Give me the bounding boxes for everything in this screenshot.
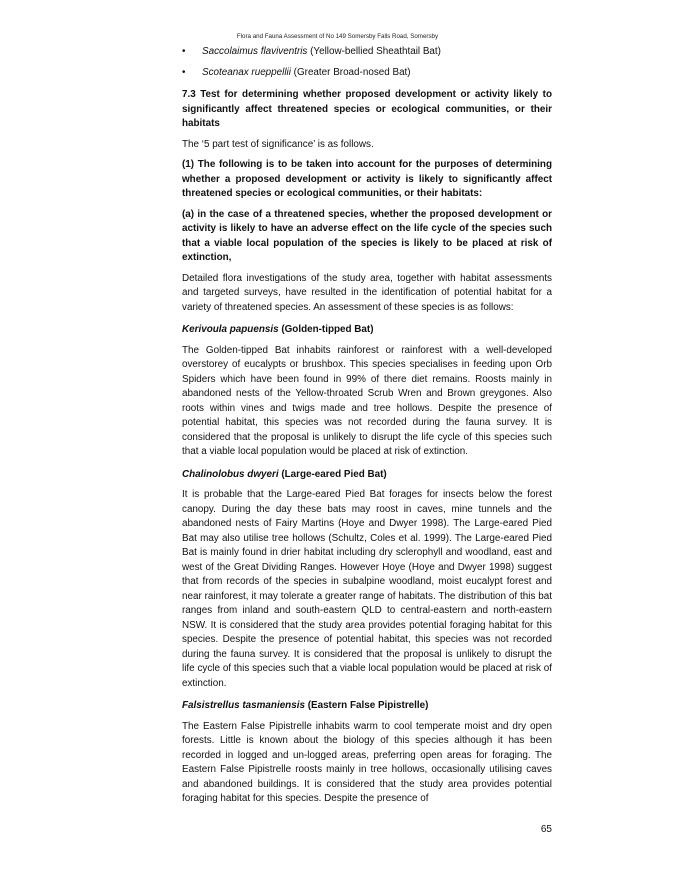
species-common-name: (Golden-tipped Bat) bbox=[278, 324, 374, 335]
page-content bbox=[182, 45, 552, 813]
test-part-1a: (a) in the case of a threatened species, whether the proposed development or activity is likely to have an adverse effect on the life cycle of the species such that a viable local population of the species is likely to be placed at risk of extinction, bbox=[182, 208, 552, 263]
species-scientific-name: Chalinolobus dwyeri bbox=[182, 468, 279, 480]
species-common-name: (Yellow-bellied Sheathtail Bat) bbox=[307, 46, 441, 57]
section-title: 7.3 Test for determining whether proposed development or activity likely to significantly affect threatened species or ecological communities, or their habitats bbox=[182, 89, 552, 129]
bullet-item bbox=[182, 45, 552, 60]
bullet-item bbox=[182, 66, 552, 81]
species-heading bbox=[182, 468, 552, 483]
assessment-summary: Detailed flora investigations of the study area, together with habitat assessments and targeted surveys, have resulted in the identification of potential habitat for a variety of threatened species. An assessment of these species is as follows: bbox=[182, 272, 552, 313]
species-scientific-name: Saccolaimus flaviventris bbox=[202, 46, 308, 57]
species-common-name: (Large-eared Pied Bat) bbox=[278, 468, 387, 480]
species-heading bbox=[182, 323, 552, 338]
species-common-name: (Eastern False Pipistrelle) bbox=[304, 700, 429, 711]
species-common-name: (Greater Broad-nosed Bat) bbox=[290, 66, 411, 78]
species-scientific-name: Falsistrellus tasmaniensis bbox=[182, 700, 305, 711]
species-description: The Eastern False Pipistrelle inhabits warm to cool temperate moist and dry open forests. Little is known about the biology of this species although it has been recorded in logged and un-logged areas, preferring open areas for foraging. The Eastern False Pipistrelle roosts mainly in tree hollows, occasionally utilising caves and abandoned buildings. It is considered that the study area provides potential foraging habitat for this species. Despite the presence of bbox=[182, 720, 552, 804]
page-number: 65 bbox=[540, 824, 552, 835]
test-part-1: (1) The following is to be taken into account for the purposes of determining whether a proposed development or activity is likely to significantly affect threatened species or ecological communities, or their habitats: bbox=[182, 159, 552, 199]
section-intro: The ‘5 part test of significance’ is as follows. bbox=[182, 138, 374, 150]
species-description: It is probable that the Large-eared Pied Bat forages for insects below the forest canopy. During the day these bats may roost in caves, mine tunnels and the abandoned nests of Fairy Martins (Hoye and Dwyer 1998). The Large-eared Pied Bat may also utilise tree hollows (Schultz, Coles et al. 1999). The Large-eared Pied Bat is mainly found in drier habitat including dry sclerophyll and woodland, east and west of the Great Dividing Ranges. However Hoye (Hoye and Dwyer 1998) suggest that from records of the species in subalpine woodland, moist eucalypt forest and near rainforest, it may tolerate a greater range of habitats. The distribution of this bat ranges from inland and south-eastern QLD to central-eastern and north-eastern NSW. It is considered that the study area provides potential foraging habitat for this species. Despite the presence of potential habitat, this species was not recorded during the fauna survey. It is considered that the proposal is unlikely to disrupt the life cycle of this species such that a viable local population would be placed at risk of extinction. bbox=[182, 489, 552, 689]
species-scientific-name: Kerivoula papuensis bbox=[182, 324, 279, 335]
running-header: Flora and Fauna Assessment of No 149 Somersby Falls Road, Somersby bbox=[236, 33, 439, 40]
species-description: The Golden-tipped Bat inhabits rainforest or rainforest with a well-developed overstorey of eucalypts or brushbox. This species specialises in feeding upon Orb Spiders which have been found in 99% of there diet remains. Roosts mainly in abandoned nests of the Yellow-throated Scrub Wren and Brown greygones. Also roots within vines and twigs made and tree hollows. Despite the presence of potential habitat, this species was not recorded during the fauna survey. It is considered that the proposal is unlikely to disrupt the life cycle of this species such that a viable local population would be placed at risk of extinction. bbox=[182, 344, 552, 457]
species-scientific-name: Scoteanax rueppellii bbox=[202, 66, 291, 78]
species-heading bbox=[182, 699, 552, 714]
